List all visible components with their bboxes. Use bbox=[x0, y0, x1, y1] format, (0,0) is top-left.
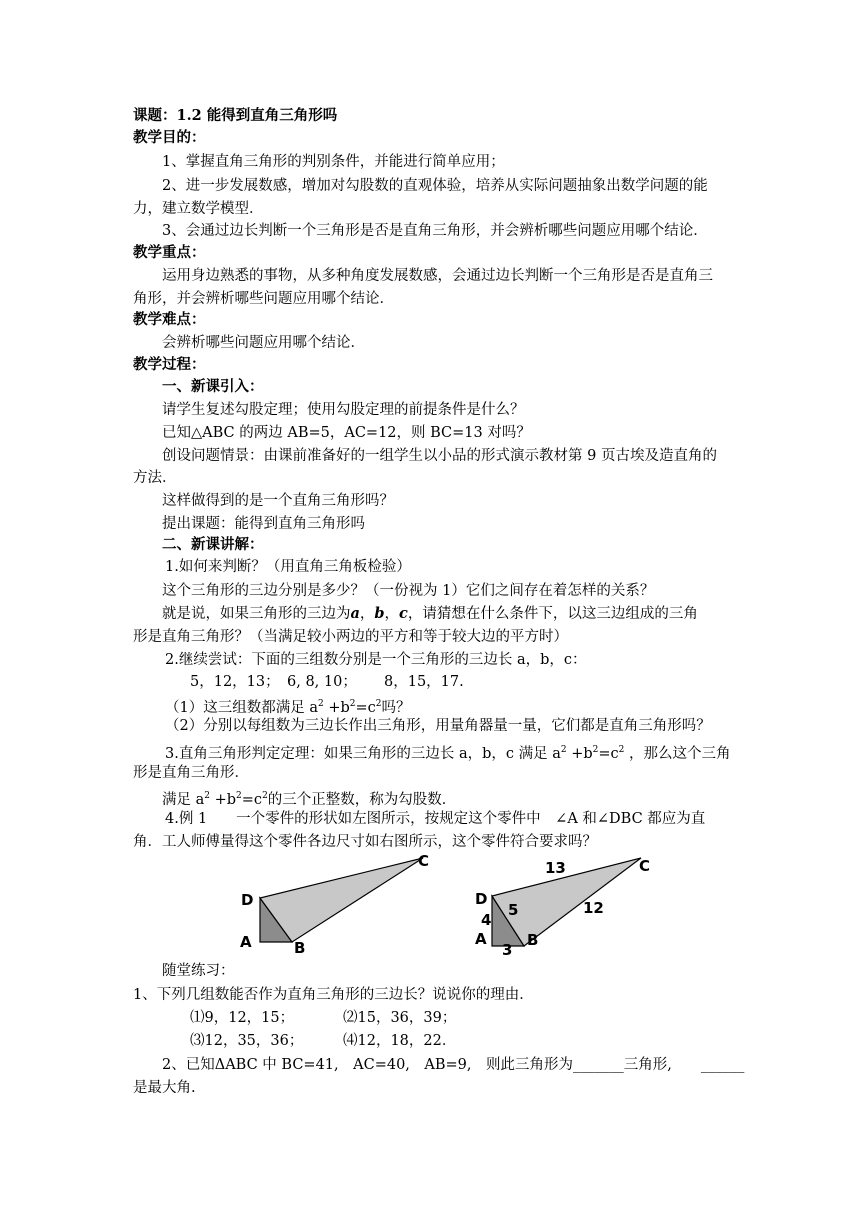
side-5: 5 bbox=[508, 901, 519, 919]
part1-line-6: 提出课题：能得到直角三角形吗 bbox=[162, 516, 365, 532]
label-d: D bbox=[475, 890, 488, 908]
label-c: C bbox=[418, 852, 430, 870]
side-13: 13 bbox=[545, 859, 566, 877]
part2-line-5: 2.继续尝试：下面的三组数分别是一个三角形的三边长 a，b，c： bbox=[165, 652, 587, 668]
sup-c: 2 bbox=[618, 745, 625, 755]
difficulty-heading: 教学难点： bbox=[133, 311, 206, 328]
part2-line-1: 1.如何来判断？（用直角三角板检验） bbox=[165, 559, 411, 575]
label-b: B bbox=[527, 931, 539, 949]
l9-c: =c bbox=[598, 745, 619, 762]
option-2: ⑵15，36，39； bbox=[343, 1010, 457, 1026]
side-4: 4 bbox=[481, 911, 492, 929]
part2-line-3a: 就是说，如果三角形的三边为 bbox=[162, 606, 351, 622]
var-a: a bbox=[350, 605, 360, 622]
side-3: 3 bbox=[502, 941, 513, 955]
part2-line-10: 形是直角三角形． bbox=[133, 765, 249, 781]
side-12: 12 bbox=[583, 899, 604, 917]
sup-b: 2 bbox=[592, 745, 599, 755]
l9-d: ，那么这个三角 bbox=[624, 745, 731, 762]
number-set-3: 8，15，17. bbox=[384, 674, 464, 690]
objective-3: 3、会通过边长判断一个三角形是否是直角三角形，并会辨析哪些问题应用哪个结论． bbox=[162, 223, 708, 239]
label-b: B bbox=[294, 939, 306, 955]
part2-line-9 bbox=[165, 740, 731, 764]
label-a: A bbox=[240, 933, 252, 951]
var-c: c bbox=[399, 605, 408, 622]
number-set-2: 6, 8, 10； bbox=[287, 674, 357, 690]
l7-a: （1）这三组数都满足 a bbox=[165, 699, 318, 716]
option-1: ⑴9，12，15； bbox=[190, 1010, 295, 1026]
part2-line-7 bbox=[165, 694, 411, 718]
objective-2-cont: 力，建立数学模型． bbox=[133, 201, 264, 217]
triangle-dbc bbox=[260, 858, 423, 942]
sup-a: 2 bbox=[204, 791, 210, 801]
part1-heading: 一、新课引入： bbox=[162, 378, 264, 395]
part1-line-1: 请学生复述勾股定理；使用勾股定理的前提条件是什么？ bbox=[162, 402, 525, 418]
left-triangle-figure bbox=[230, 850, 440, 955]
key-points-heading: 教学重点： bbox=[133, 244, 206, 261]
process-heading: 教学过程： bbox=[133, 356, 206, 373]
part2-line-12: 4.例 1 一个零件的形状如左图所示，按规定这个零件中 ∠A 和∠DBC 都应为直 bbox=[165, 811, 706, 827]
key-point-line-2: 角形，并会辨析哪些问题应用哪个结论． bbox=[133, 291, 394, 307]
label-a: A bbox=[475, 930, 487, 948]
sep-1: ， bbox=[359, 606, 375, 622]
l7-b: +b bbox=[323, 699, 350, 716]
objectives-heading: 教学目的： bbox=[133, 129, 206, 146]
sup-c: 2 bbox=[375, 699, 382, 709]
part2-line-3 bbox=[162, 604, 698, 624]
l11-c: =c bbox=[241, 791, 263, 808]
number-set-1: 5，12，13； bbox=[190, 674, 280, 690]
part1-line-4: 方法． bbox=[133, 470, 177, 486]
sup-b: 2 bbox=[349, 699, 356, 709]
part2-line-8: （2）分别以每组数为三边长作出三角形，用量角器量一量，它们都是直角三角形吗？ bbox=[165, 718, 711, 734]
sup-c: 2 bbox=[262, 791, 268, 801]
option-3: ⑶12，35，36； bbox=[190, 1033, 304, 1049]
part2-line-11 bbox=[162, 786, 456, 810]
label-d: D bbox=[241, 891, 254, 909]
objective-1: 1、掌握直角三角形的判别条件，并能进行简单应用； bbox=[162, 154, 505, 170]
sup-a: 2 bbox=[560, 745, 567, 755]
part1-line-2: 已知△ABC 的两边 AB=5，AC=12，则 BC=13 对吗？ bbox=[162, 425, 531, 441]
var-b: b bbox=[374, 605, 385, 622]
l9-b: +b bbox=[566, 745, 593, 762]
objective-2: 2、进一步发展数感，增加对勾股数的直观体验，培养从实际问题抽象出数学问题的能 bbox=[162, 178, 708, 194]
sup-a: 2 bbox=[317, 699, 324, 709]
right-triangle-figure bbox=[468, 850, 668, 955]
part1-line-3: 创设问题情景：由课前准备好的一组学生以小品的形式演示教材第 9 页古埃及造直角的 bbox=[162, 448, 717, 464]
practice-heading: 随堂练习： bbox=[162, 963, 235, 979]
l11-d: 的三个正整数，称为勾股数． bbox=[267, 791, 457, 808]
part2-heading: 二、新课讲解： bbox=[162, 536, 264, 553]
sep-2: ， bbox=[384, 606, 400, 622]
l7-d: 吗？ bbox=[381, 699, 411, 716]
difficulty-line: 会辨析哪些问题应用哪个结论． bbox=[162, 335, 365, 351]
label-c: C bbox=[639, 857, 651, 875]
sup-b: 2 bbox=[236, 791, 242, 801]
part2-line-13: 角．工人师傅量得这个零件各边尺寸如右图所示，这个零件符合要求吗？ bbox=[133, 834, 597, 850]
practice-question-2: 2、已知ΔABC 中 BC=41, AC=40, AB=9, 则此三角形为_______三角形, ______ bbox=[162, 1057, 745, 1073]
part2-line-4: 形是直角三角形？（当满足较小两边的平方和等于较大边的平方时） bbox=[133, 629, 568, 645]
part1-line-5: 这样做得到的是一个直角三角形吗？ bbox=[162, 493, 394, 509]
part2-line-3b: ，请猜想在什么条件下，以这三边组成的三角 bbox=[407, 606, 698, 622]
l11-a: 满足 a bbox=[162, 791, 205, 808]
practice-question-1: 1、下列几组数能否作为直角三角形的三边长？说说你的理由． bbox=[133, 987, 534, 1003]
key-point-line-1: 运用身边熟悉的事物，从多种角度发展数感，会通过边长判断一个三角形是否是直角三 bbox=[162, 268, 713, 284]
l9-a: 3.直角三角形判定定理：如果三角形的三边长 a，b，c 满足 a bbox=[165, 745, 561, 762]
l7-c: =c bbox=[355, 699, 376, 716]
practice-question-2-cont: 是最大角. bbox=[133, 1080, 196, 1096]
option-4: ⑷12，18，22． bbox=[343, 1033, 457, 1049]
l11-b: +b bbox=[210, 791, 237, 808]
part2-line-2: 这个三角形的三边分别是多少？（一份视为 1）它们之间存在着怎样的关系？ bbox=[162, 583, 655, 599]
lesson-title: 课题：1.2 能得到直角三角形吗 bbox=[133, 107, 338, 124]
